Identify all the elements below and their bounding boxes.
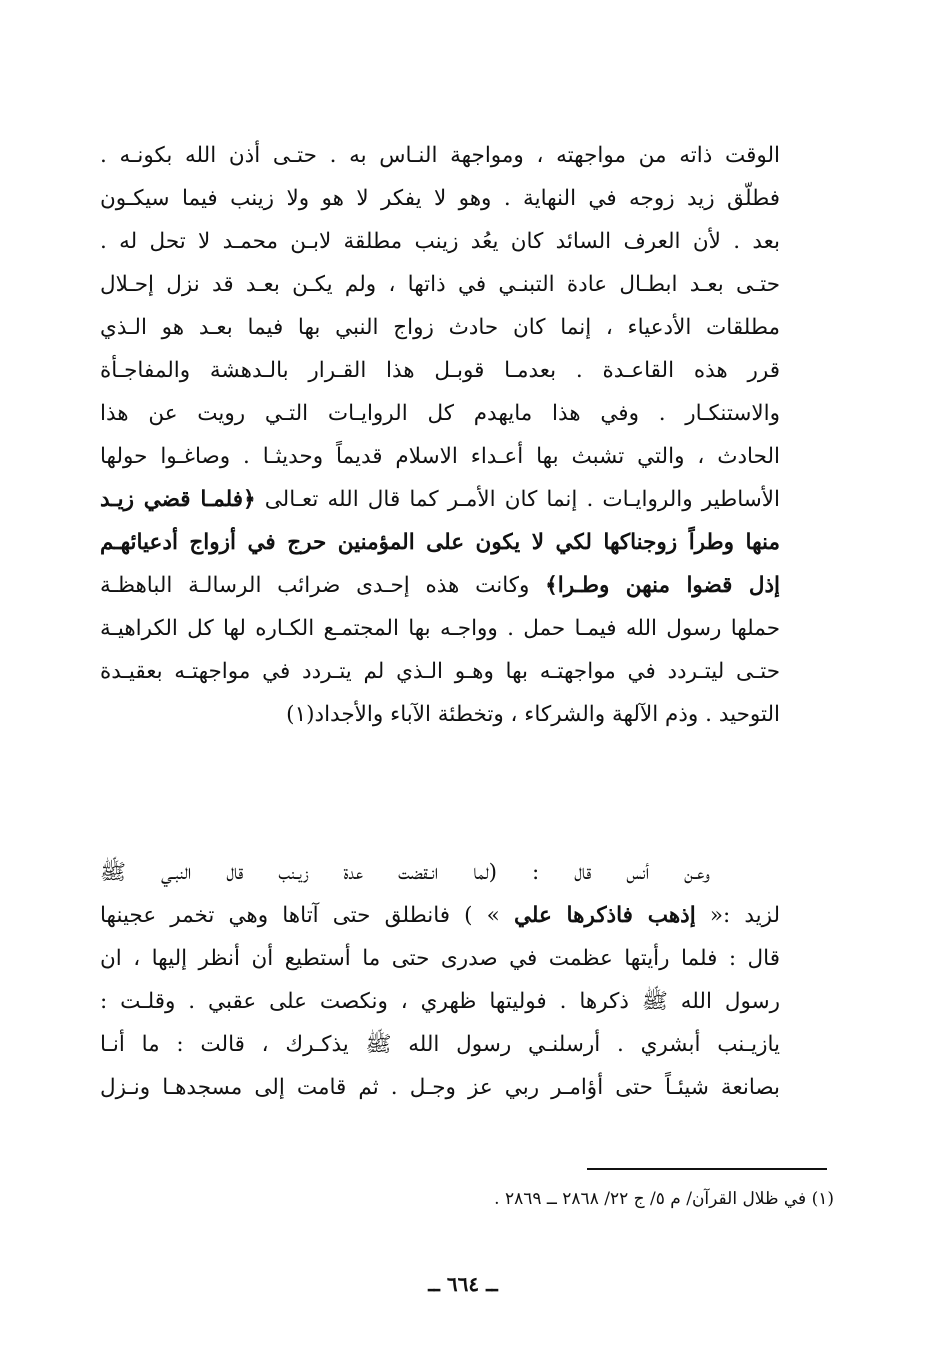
paragraph-1-line-3: بعد . لأن العرف السائد كان يعُد زينب مطلقة لابـن محمـد لا تحل له . [100,229,780,254]
paragraph-2-line-4: رسول الله ﷺ ذكرها . فوليتها ظهري ، ونكصت على عقبي . وقلـت : [100,989,780,1014]
bold-quote-segment: منها وطراً زوجناكها لكي لا يكون على المؤمنين حرج في أزواج أدعيائهـم [100,530,780,555]
paragraph-1-line-13: حتـى ليتـردد في مواجهتـه بها وهـو الـذي لم يتـردد في مواجهتـه بعقيـدة [100,659,780,684]
paragraph-2-line-6: بصانعة شيئـاً حتى أؤامـر ربي عز وجـل . ثم قامت إلى مسجدهـا ونـزل [100,1075,780,1100]
paragraph-2-line-3: قال : فلما رأيتها عظمت في صدرى حتى ما أستطيع أن أنظر إليها ، ان [100,946,780,971]
paragraph-1-line-8: الحادث ، والتي تشبث بها أعـداء الاسلام قديماً وحديثـا . وصاغـوا حولها [100,444,780,469]
bold-quote-segment: ﴿فلمـا قضي زيـد [100,487,256,512]
paragraph-1-line-11: إذل قضوا منهن وطـرا﴾ وكانت هذه إحـدى ضرائب الرسالـة الباهظـة [100,573,780,598]
paragraph-2-line-5: يازيـنب أبشري . أرسلنـي رسول الله ﷺ يذكـرك ، قالت : ما أنـا [100,1032,780,1057]
footnote-divider [587,1168,827,1170]
paragraph-1-line-6: قرر هذه القاعـدة . بعدمـا قوبـل هذا القـرار بالـدهشة والمفاجـأة [100,358,780,383]
page-number: ــ ٦٦٤ ــ [428,1272,498,1296]
paragraph-1-line-2: فطلّق زيد زوجه في النهاية . وهو لا يفكر لا هو ولا زينب فيما سيكـون [100,186,780,211]
paragraph-2 [100,851,780,1109]
paragraph-1-line-5: مطلقات الأدعياء ، إنما كان حادث زواج النبي بها فيما بعـد هو الـذي [100,315,780,340]
paragraph-1 [100,134,780,736]
bold-quote-segment: إذهب فاذكرها علي [513,903,696,928]
paragraph-1-line-14: التوحيد . وذم الآلهة والشركاء ، وتخطئة الآباء والأجداد(١) [286,702,780,727]
paragraph-1-line-4: حتـى بعـد ابطـال عادة التبنـي في ذاتها ، ولم يكـن بعـد قد نزل إحـلال [100,272,780,297]
bold-quote-segment: إذل قضوا منهن وطـرا﴾ [545,573,780,598]
paragraph-1-line-10 [100,521,780,564]
footnote: (١) في ظلال القرآن/ م ٥/ ج ٢٢/ ٢٨٦٨ ــ ٢٨٦٩ . [494,1189,834,1209]
paragraph-1-line-9: الأساطير والروايـات . إنما كان الأمـر كما قال الله تعـالى ﴿فلمـا قضي زيـد [100,487,780,512]
paragraph-2-line-1: وعـن أنس قال : (لما انـقضت عدة زيـنب قال النبـي ﷺ [100,860,710,885]
paragraph-1-line-7: والاستنكـار . وفي هذا مايهدم كل الروايـات التـي رويت عن هذا [100,401,780,426]
paragraph-1-line-1: الوقت ذاته من مواجهته ، ومواجهة النـاس به . حتـى أذن الله بكونـه . [100,143,780,168]
paragraph-2-line-2: لزيد :« إذهب فاذكرها علي » ) فانطلق حتى آتاها وهي تخمر عجينها [100,903,780,928]
paragraph-1-line-12: حملها رسول الله فيمـا حمل . وواجـه بها المجتمـع الكـاره لها كل الكراهيـة [100,616,780,641]
